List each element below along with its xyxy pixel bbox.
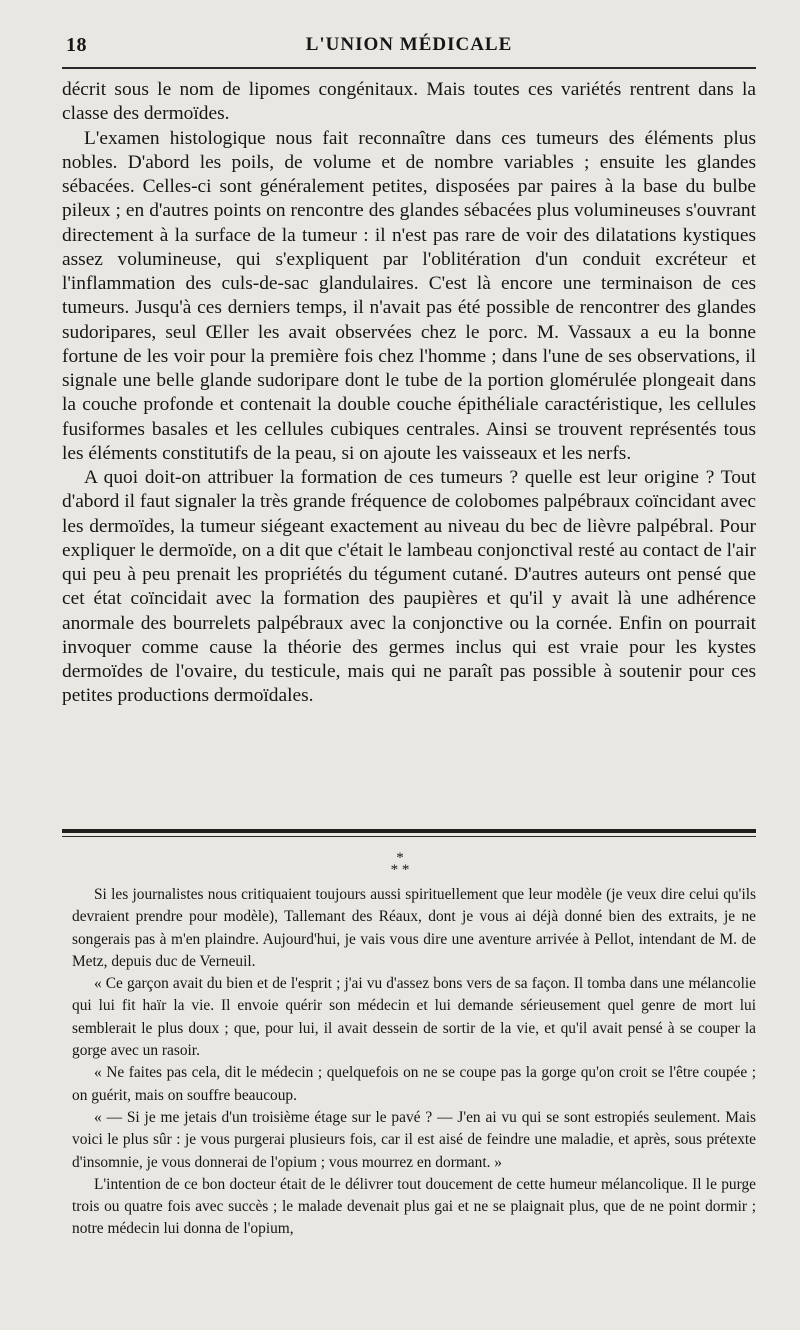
feuilleton-paragraph: « Ne faites pas cela, dit le médecin ; quelquefois on ne se coupe pas la gorge qu'on croit se l'être coupée ; on guérit, mais on souffre beaucoup.: [72, 1064, 756, 1104]
article-paragraph: L'examen histologique nous fait reconnaître dans ces tumeurs des éléments plus nobles. D'abord les poils, de volume et de nombre variables ; ensuite les glandes sébacées. Celles-ci sont généralement petites, disposées par paires à la base du bulbe pileux ; en d'autres points on rencontre des glandes sébacées plus volumineuses s'ouvrant directement à la surface de la tumeur : il n'est pas rare de voir des dilatations kystiques assez volumineuse, qui s'expliquent par l'oblitération d'un conduit excréteur et l'inflammation des culs-de-sac glandulaires. C'est là encore une terminaison de ces tumeurs. Jusqu'à ces derniers temps, il n'avait pas été possible de rencontrer des glandes sudoripares, seul Œller les avait observées chez le porc. M. Vassaux a eu la bonne fortune de les voir pour la première fois chez l'homme ; dans l'une de ses observations, il signale une belle glande sudoripare dont le tube de la portion glomérulée plongeait dans la couche profonde et contenait la double couche épithéliale caractéristique, les cellules fusiformes basales et les cellules cubiques centrales. Ainsi se trouvent représentés tous les éléments constitutifs de la peau, si on ajoute les vaisseaux et les nerfs.: [62, 127, 756, 464]
feuilleton-paragraph: « Ce garçon avait du bien et de l'esprit ; j'ai vu d'assez bons vers de sa façon. Il tomba dans une mélancolie qui lui fit haïr la vie. Il envoie quérir son médecin et lui demande sérieusement quel genre de mort lui semblerait le plus doux ; que, pour lui, il avait dessein de sortir de la vie, et qu'il avait pensé à se couper la gorge avec un rasoir.: [72, 975, 756, 1060]
feuilleton-body: [72, 884, 756, 1241]
section-rule-thin: [62, 836, 756, 837]
feuilleton-paragraph: « — Si je me jetais d'un troisième étage sur le pavé ? — J'en ai vu qui se sont estropiés seulement. Mais voici le plus sûr : je vous purgerai plusieurs fois, car il est aisé de feindre une maladie, et après, sous prétexte d'insomnie, je vous donnerai de l'opium ; vous mourrez en dormant. »: [72, 1108, 756, 1171]
asterism: [0, 852, 800, 876]
asterism-bottom: * *: [390, 862, 410, 878]
feuilleton-paragraph: Si les journalistes nous critiquaient toujours aussi spirituellement que leur modèle (je veux dire celui qu'ils devraient prendre pour modèle), Tallemant des Réaux, dont je vous ai déjà donné bien des extraits, je ne songerais pas à m'en plaindre. Aujourd'hui, je vais vous dire une aventure arrivée à Pellot, intendant de M. de Metz, depuis duc de Verneuil.: [72, 886, 756, 970]
feuilleton-paragraph: L'intention de ce bon docteur était de le délivrer tout doucement de cette humeur mélancolique. Il le purge trois ou quatre fois avec succès ; le malade devenait plus gai et ne se plaignait plus, que de ne point dormir ; notre médecin lui donna de l'opium,: [72, 1175, 756, 1238]
page-header: [58, 28, 760, 58]
running-head: L'UNION MÉDICALE: [305, 34, 513, 55]
page-number: 18: [66, 34, 87, 56]
article-paragraph: A quoi doit-on attribuer la formation de ces tumeurs ? quelle est leur origine ? Tout d'abord il faut signaler la très grande fréquence de colobomes palpébraux coïncidant avec les dermoïdes, la tumeur siégeant exactement au niveau du bec de lièvre palpébral. Pour expliquer le dermoïde, on a dit que c'était le lambeau conjonctival resté au contact de l'air qui peu à peu prenait les propriétés du tégument cutané. D'autres auteurs ont pensé que cet état coïncidait avec la formation des paupières et qu'il y avait là une adhérence anormale des bourrelets palpébraux avec la conjonctive ou la cornée. Enfin on pourrait invoquer comme cause la théorie des germes inclus qui est vraie pour les kystes dermoïdes de l'ovaire, du testicule, mais qui ne paraît pas possible à soutenir pour ces petites productions dermoïdales.: [62, 467, 756, 707]
asterism-top: *: [396, 850, 404, 866]
section-rule-thick: [62, 829, 756, 833]
article-paragraph: décrit sous le nom de lipomes congénitaux. Mais toutes ces variétés rentrent dans la classe des dermoïdes.: [62, 79, 756, 125]
article-body: [62, 78, 756, 709]
header-rule: [62, 67, 756, 69]
